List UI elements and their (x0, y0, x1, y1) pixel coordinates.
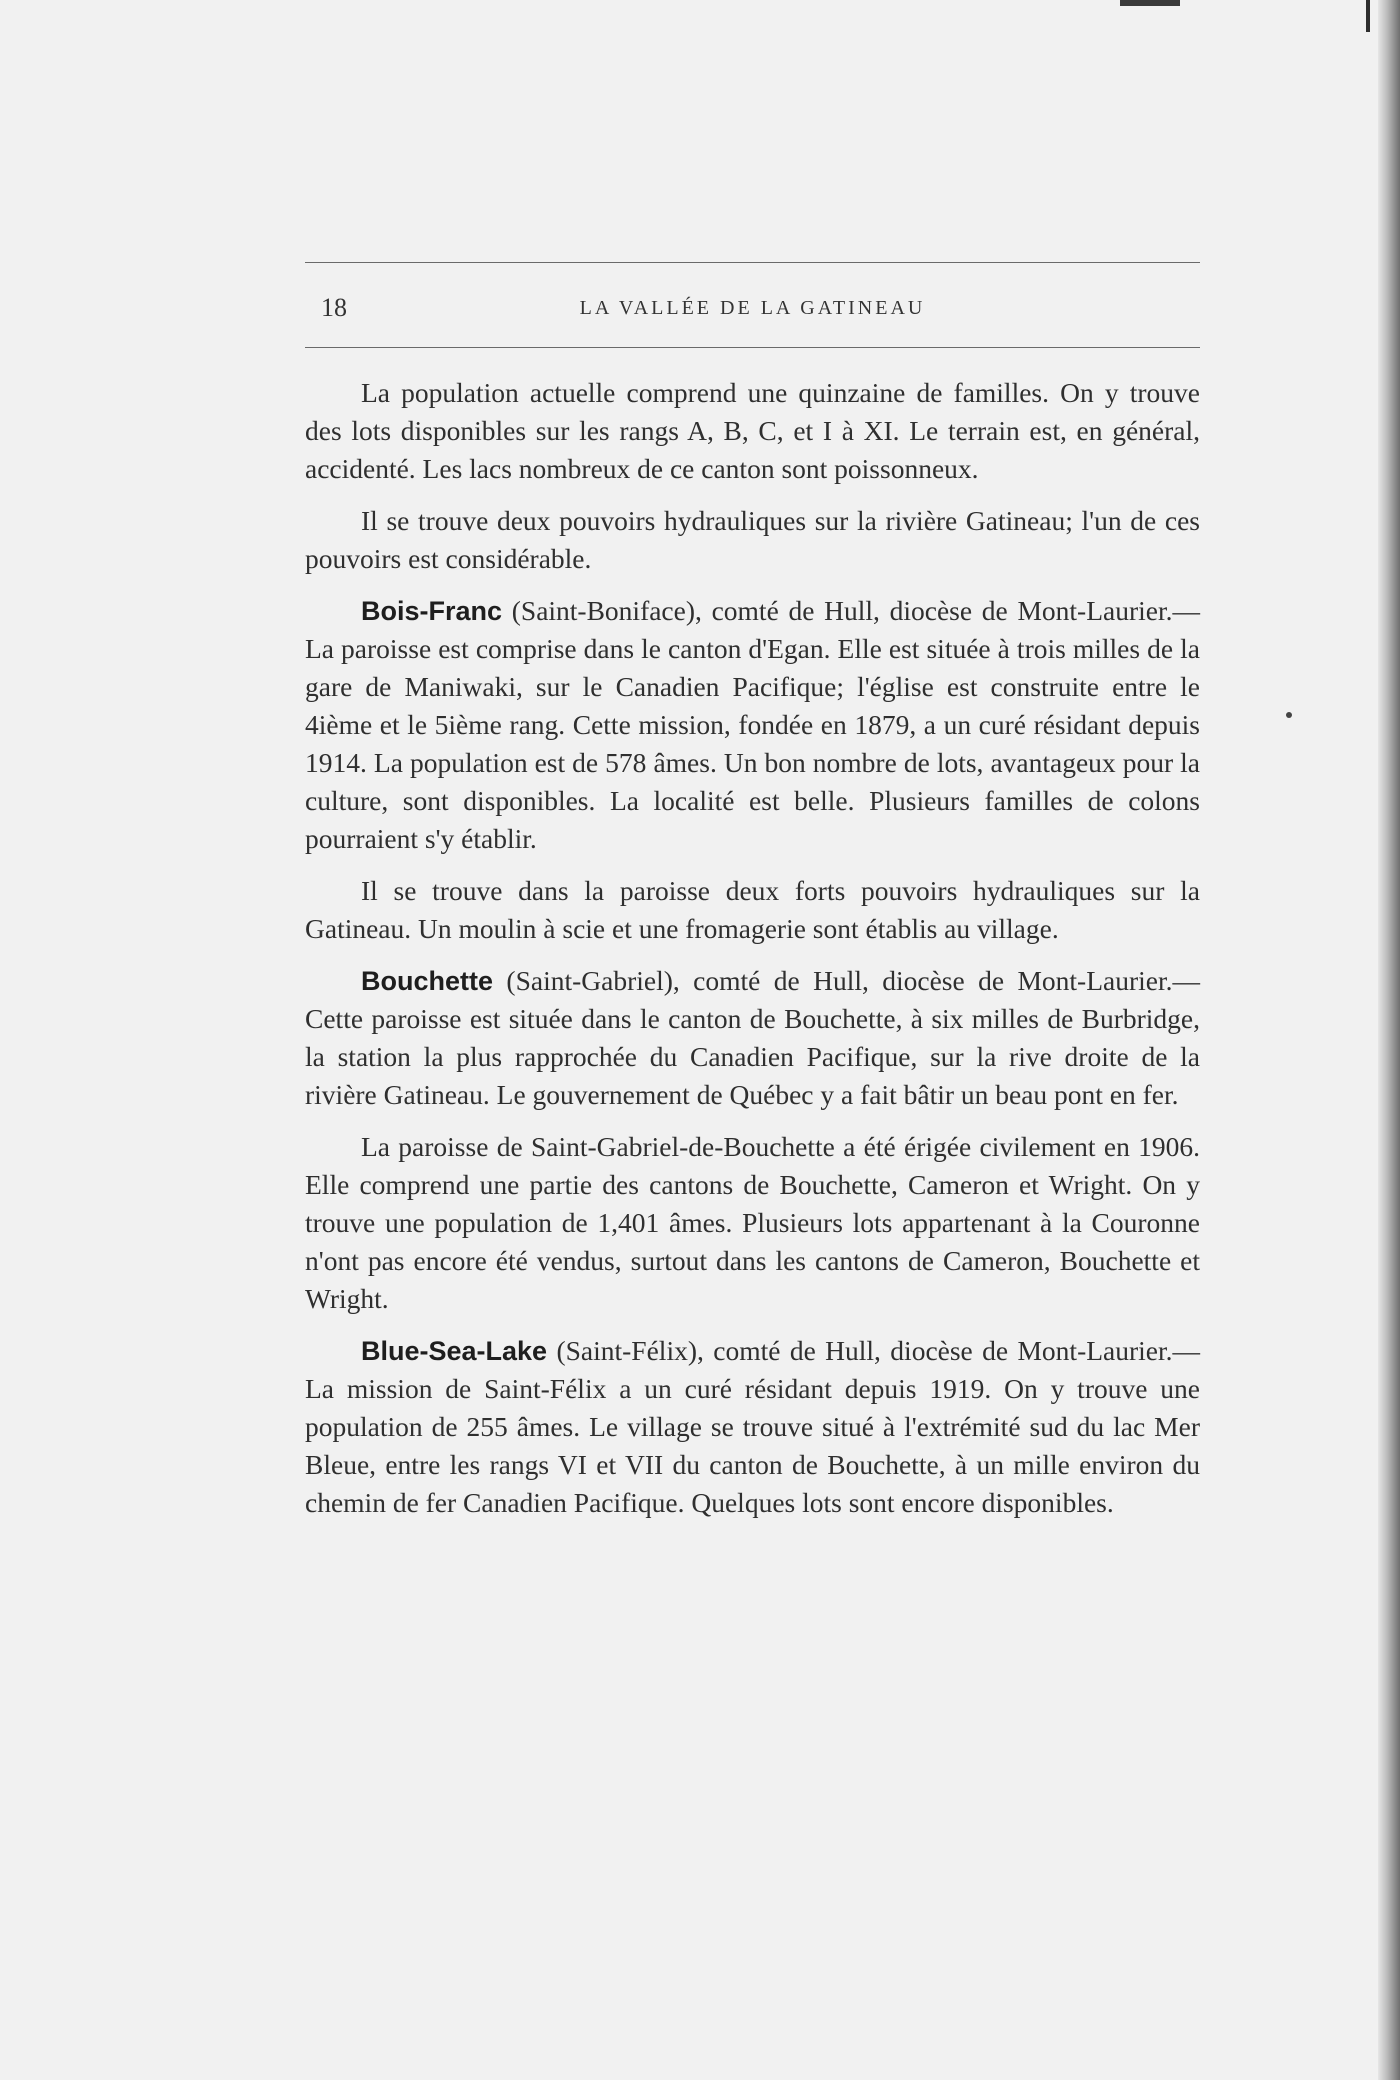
running-title: LA VALLÉE DE LA GATINEAU (579, 297, 926, 319)
scan-mark (1120, 0, 1180, 6)
body-text (305, 374, 1200, 1522)
paragraph-text: (Saint-Félix), comté de Hull, diocèse de Mont-Laurier.—La mission de Saint-Félix a un curé résidant depuis 1919. On y trouve une population de 255 âmes. Le village se trouve situé à l'extrémité sud du lac Mer Bleue, entre les rangs VI et VII du canton de Bouchette, à un mille environ du chemin de fer Canadien Pacifique. Quelques lots sont encore disponibles. (305, 1335, 1200, 1518)
page-edge (1378, 0, 1400, 2080)
entry-paragraph (305, 962, 1200, 1114)
running-head (305, 263, 1200, 347)
place-heading: Bouchette (361, 966, 494, 996)
entry-paragraph (305, 1332, 1200, 1522)
paragraph (305, 374, 1200, 488)
place-heading: Bois-Franc (361, 596, 503, 626)
paragraph (305, 1128, 1200, 1318)
paragraph-text: Il se trouve deux pouvoirs hydrauliques sur la rivière Gatineau; l'un de ces pouvoirs est considérable. (305, 505, 1200, 574)
header-rule-bottom (305, 347, 1200, 348)
paragraph-text: (Saint-Boniface), comté de Hull, diocèse de Mont-Laurier.—La paroisse est comprise dans le canton d'Egan. Elle est située à trois milles de la gare de Maniwaki, sur le Canadien Pacifique; l'église est construite entre le 4ième et le 5ième rang. Cette mission, fondée en 1879, a un curé résidant depuis 1914. La population est de 578 âmes. Un bon nombre de lots, avantageux pour la culture, sont disponibles. La localité est belle. Plusieurs familles de colons pourraient s'y établir. (305, 595, 1200, 854)
paragraph-text: La paroisse de Saint-Gabriel-de-Bouchette a été érigée civilement en 1906. Elle comprend une partie des cantons de Bouchette, Cameron et Wright. On y trouve une population de 1,401 âmes. Plusieurs lots appartenant à la Couronne n'ont pas encore été vendus, surtout dans les cantons de Cameron, Bouchette et Wright. (305, 1131, 1200, 1314)
place-heading: Blue-Sea-Lake (361, 1336, 548, 1366)
paragraph-text: La population actuelle comprend une quinzaine de familles. On y trouve des lots disponibles sur les rangs A, B, C, et I à XI. Le terrain est, en général, accidenté. Les lacs nombreux de ce canton sont poissonneux. (305, 377, 1200, 484)
entry-paragraph (305, 592, 1200, 858)
paragraph (305, 872, 1200, 948)
paragraph (305, 502, 1200, 578)
scan-mark (1366, 0, 1370, 32)
scan-speck (1286, 712, 1292, 718)
book-page (305, 262, 1200, 1536)
paragraph-text: (Saint-Gabriel), comté de Hull, diocèse de Mont-Laurier.—Cette paroisse est située dans le canton de Bouchette, à six milles de Burbridge, la station la plus rapprochée du Canadien Pacifique, sur la rive droite de la rivière Gatineau. Le gouvernement de Québec y a fait bâtir un beau pont en fer. (305, 965, 1200, 1110)
paragraph-text: Il se trouve dans la paroisse deux forts pouvoirs hydrauliques sur la Gatineau. Un moulin à scie et une fromagerie sont établis au village. (305, 875, 1200, 944)
page-number: 18 (321, 293, 347, 322)
